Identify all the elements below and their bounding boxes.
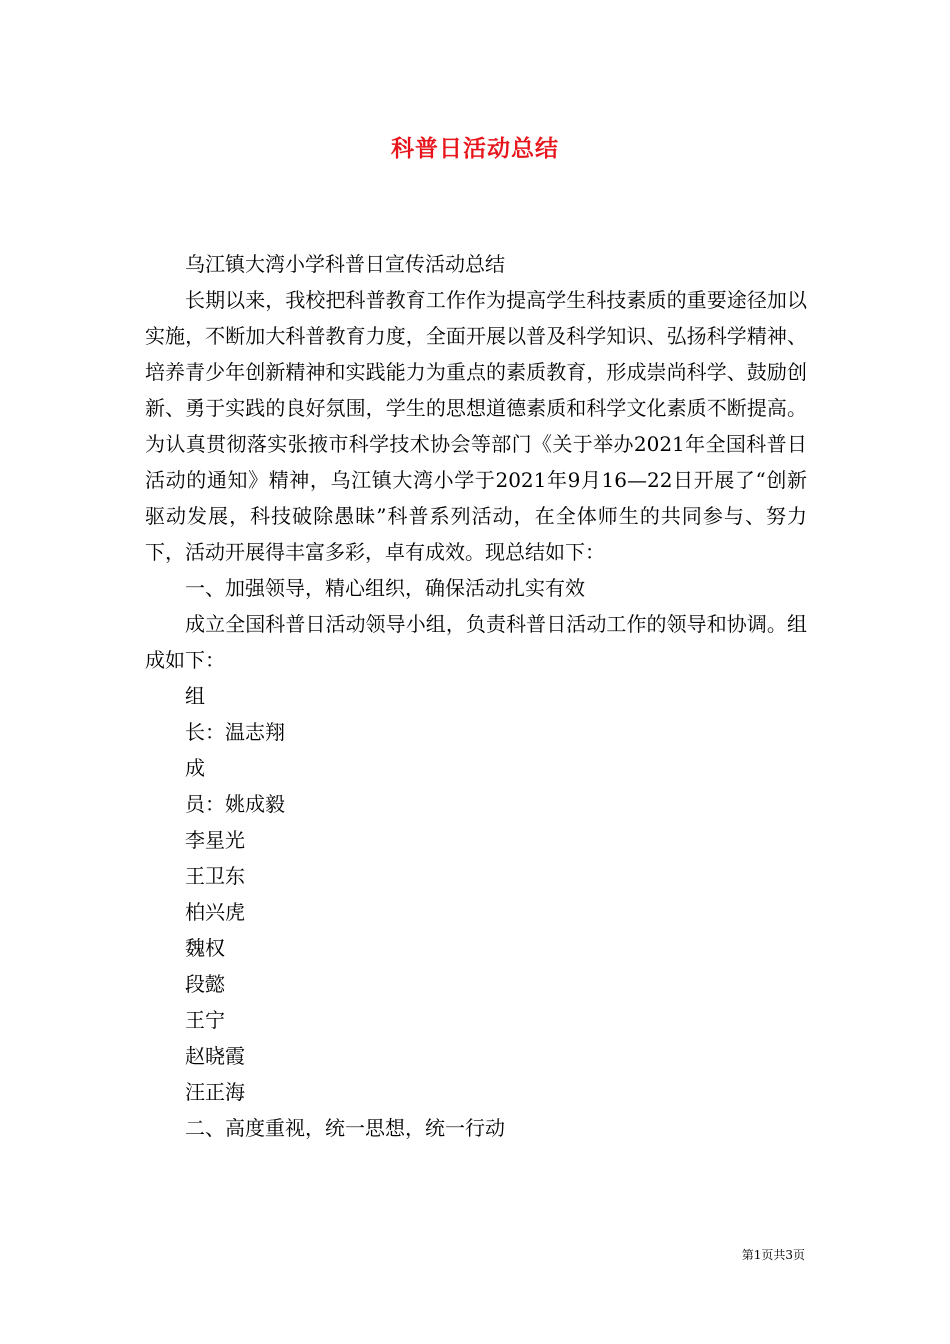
list-item: 李星光 [185, 828, 245, 852]
section-heading-1: 一、加强领导，精心组织，确保活动扎实有效 [185, 576, 585, 600]
list-item: 组 [185, 684, 205, 708]
subtitle-paragraph: 乌江镇大湾小学科普日宣传活动总结 [185, 252, 505, 276]
list-item: 赵晓霞 [185, 1044, 245, 1068]
list-item: 成 [185, 756, 205, 780]
document-body [145, 246, 807, 1146]
list-item: 汪正海 [185, 1080, 245, 1104]
section-heading-2: 二、高度重视，统一思想，统一行动 [185, 1116, 505, 1140]
leadership-paragraph: 成立全国科普日活动领导小组，负责科普日活动工作的领导和协调。组成如下： [145, 612, 807, 672]
page-number: 第1页共3页 [741, 1248, 805, 1262]
document-title: 科普日活动总结 [391, 135, 559, 162]
list-item: 长：温志翔 [185, 720, 285, 744]
list-item: 员：姚成毅 [185, 792, 285, 816]
list-item: 王宁 [185, 1008, 225, 1032]
list-item: 王卫东 [185, 864, 245, 888]
list-item: 魏权 [185, 936, 225, 960]
list-item: 段懿 [185, 972, 225, 996]
intro-paragraph: 长期以来，我校把科普教育工作作为提高学生科技素质的重要途径加以实施，不断加大科普教育力度，全面开展以普及科学知识、弘扬科学精神、培养青少年创新精神和实践能力为重点的素质教育，形成崇尚科学、鼓励创新、勇于实践的良好氛围，学生的思想道德素质和科学文化素质不断提高。为认真贯彻落实张掖市科学技术协会等部门《关于举办2021年全国科普日活动的通知》精神，乌江镇大湾小学于2021年9月16—22日开展了“创新驱动发展，科技破除愚昧”科普系列活动，在全体师生的共同参与、努力下，活动开展得丰富多彩，卓有成效。现总结如下： [145, 288, 807, 564]
list-item: 柏兴虎 [185, 900, 245, 924]
